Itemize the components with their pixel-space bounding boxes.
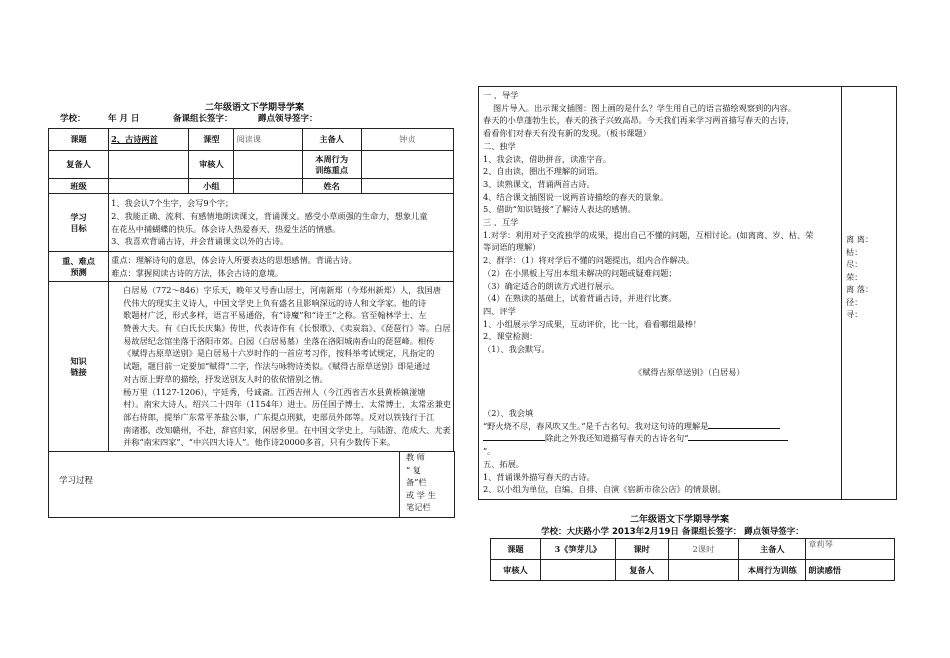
table-row (49, 179, 454, 194)
knowledge-line: 杨万里（1127-1206），字廷秀，号诚斋。江西吉州人（今江西省吉水县黄桥镇湴塘 (123, 386, 426, 397)
knowledge-line: 代伟大的现实主义诗人，中国文学史上负有盛名且影响深远的诗人和文学家。他的诗 (123, 297, 427, 308)
group-value (234, 179, 302, 194)
keypoints-label-line1: 重、难点 (62, 256, 95, 267)
table-row (491, 560, 895, 581)
keypoint-line: 难点：掌握阅读古诗的方法，体会古诗的意境。 (111, 267, 284, 278)
step-line: 春天的小草蓬勃生长，春天的孩子兴致高昂。今天我们再来学习两首描写春天的古诗， (483, 115, 795, 126)
type-value: 阅读课 (234, 129, 302, 151)
teacher-notes-line: 教 师 (406, 452, 425, 462)
step-line: 2、群学：（1）将对学后不懂的问题提出，组内合作解决。 (483, 255, 695, 266)
knowledge-line: 村）。南宋大诗人。绍兴二十四年（1154年）进士。历任国子博士、太常博士、太常丞兼吏 (123, 399, 451, 410)
vocab-note: 离 落： (846, 284, 874, 294)
knowledge-content (109, 282, 454, 452)
knowledge-line: 歌题材广泛，形式多样，语言平易通俗，有“诗魔”和“诗王”之称。官至翰林学士、左 (123, 310, 427, 321)
keypoints-label-line2: 预测 (70, 266, 87, 277)
knowledge-line: 并称“南宋四家”、“中兴四大诗人”。他作诗20000多首，只有少数传下来。 (123, 437, 396, 448)
table-row (49, 194, 454, 252)
auditor-value (234, 151, 302, 179)
table-row (49, 252, 454, 282)
knowledge-label-line1: 知识 (70, 356, 87, 367)
right-header-row: 学校：大庆路小学 2013年2月19日 备课组长签字： 蹲点领导签字： (541, 527, 804, 537)
vocab-note: 枯： (846, 246, 863, 257)
name-value (361, 179, 453, 194)
knowledge-line: 部右侍郎，提举广东常平茶盐公事，广东提点刑狱，吏部员外郎等。反对以铁钱行于江 (123, 411, 435, 422)
step-line: （3）确定适合的朗读方式进行展示。 (483, 280, 620, 291)
knowledge-label (49, 282, 109, 452)
topic-label: 课题 (491, 539, 541, 560)
teacher-notes-line: “ 复 (406, 464, 421, 475)
answer-blank[interactable] (708, 428, 780, 429)
knowledge-line: 《赋得古原草送别》是白居易十六岁时作的一首应考习作，按科举考试规定，凡指定的 (123, 348, 435, 359)
step-line: 1.对学：利用对子交流独学的成果，提出自己不懂的问题，互相讨论。(如离离、岁、枯、荣 (483, 229, 814, 240)
topic-value: 2、古诗两首 (109, 129, 189, 151)
step-line: 1、我会读，借助拼音，读准字音。 (483, 153, 612, 164)
vocab-notes-column (846, 233, 894, 321)
vocab-note: 寻： (846, 309, 863, 319)
name-label: 姓名 (302, 179, 361, 194)
left-lesson-table (48, 128, 454, 452)
goals-label (49, 194, 109, 252)
learning-process-box (48, 451, 455, 518)
weekly-label (302, 151, 361, 179)
class-value (109, 179, 189, 194)
auditor-value (540, 560, 615, 581)
table-row (49, 129, 454, 151)
step-line: 5、借助“知识链接”了解诗人表达的感情。 (483, 204, 636, 215)
right-process-box (478, 86, 897, 500)
weekly-value: 朗读感悟 (806, 560, 895, 581)
goal-line: 2、我能正确、流利、有感情地朗读课文，背诵课文。感受小草顽强的生命力，想象儿童 (111, 210, 428, 221)
goal-line: 1、我会认7个生字，会写9个字； (111, 198, 234, 209)
fill-line-1 (483, 420, 838, 433)
goals-content (109, 194, 454, 252)
step-line: 图片导入。出示课文插图：图上画的是什么？学生用自己的语言描绘观察到的内容。 (493, 102, 796, 113)
review-value (668, 560, 739, 581)
step-line: 2、课堂检测： (483, 331, 538, 342)
prep-value: 钟贞 (361, 129, 453, 151)
period-label: 课时 (615, 539, 668, 560)
right-page-title: 二年级语文下学期导学案 (630, 515, 730, 525)
vocab-note: 荣： (846, 271, 863, 282)
school-label: 学校： (60, 114, 86, 124)
weekly-label-line2: 训练重点 (315, 164, 349, 175)
fill-line-2 (483, 432, 838, 445)
prep-label: 主备人 (739, 539, 806, 560)
table-row (49, 282, 454, 452)
period-value: 2课时 (668, 539, 739, 560)
fill-line-3: ”。 (483, 446, 496, 457)
review-label: 复备人 (49, 151, 109, 179)
auditor-label: 审核人 (189, 151, 234, 179)
keypoints-label (49, 252, 109, 282)
fill-line-2-text: 除此之外我还知道描写春天的古诗名句“ (545, 433, 689, 444)
teacher-notes-line: 或 学 生 (406, 489, 436, 500)
step-line: 看看你们对春天有没有新的发现。（板书课题） (483, 128, 651, 139)
knowledge-line: 易故居纪念馆坐落于洛阳市郊。白园（白居易墓）坐落在洛阳城南香山的琵琶峰。相传 (123, 335, 435, 346)
knowledge-line: 对古原上野草的描绘，抒发送别友人时的依依惜别之情。 (123, 373, 328, 384)
extend-line: 2、以小组为单位，自编、自排、自演《宿新市徐公店》的情景剧。 (483, 484, 726, 495)
teacher-notes-line: 备”栏 (406, 477, 427, 487)
goal-line: 在花丛中捕蝴蝶的快乐。体会诗人热爱春天、热爱生活的情感。 (111, 223, 341, 234)
type-label: 课型 (189, 129, 234, 151)
knowledge-line: 白居易（772～846）字乐天，晚年又号香山居士，河南新郑（今郑州新郑）人，我国唐 (123, 284, 441, 295)
weekly-label: 本周行为训练 (739, 560, 806, 581)
goals-label-line1: 学习 (70, 212, 87, 223)
right-lesson-table (490, 538, 895, 581)
step-line: 3、读熟课文，背诵两首古诗。 (483, 178, 595, 189)
class-label: 班级 (49, 179, 109, 194)
leader-sign-label: 备课组长签字： (173, 114, 233, 124)
fill-line-1-text: “野火烧不尽，春风吹又生。”是千古名句。我对这句诗的理解是 (483, 420, 709, 431)
weekly-label-line1: 本周行为 (315, 154, 349, 165)
side-divider (841, 87, 842, 499)
group-label: 小组 (189, 179, 234, 194)
fill-question-title: （2）、我会填 (483, 408, 534, 418)
left-header-row (60, 112, 455, 126)
knowledge-label-line2: 链接 (70, 366, 87, 377)
answer-blank[interactable] (688, 440, 788, 441)
process-steps (483, 89, 833, 356)
step-line: （2）在小黑板上写出本组未解决的问题或疑难问题； (483, 267, 677, 278)
vocab-note: 尽： (846, 259, 863, 269)
review-value (109, 151, 189, 179)
keypoints-content (109, 252, 454, 282)
step-line: 等词语的理解） (483, 242, 541, 253)
vocab-note: 离 离： (846, 234, 874, 244)
step-line: 4、结合课文插图说一说两首诗描绘的春天的景象。 (483, 191, 669, 202)
fill-blank-section (483, 407, 838, 496)
step-line: 2、自由读，圈出不理解的词语。 (483, 166, 603, 177)
extend-line: 1、背诵课外描写春天的古诗。 (483, 471, 595, 482)
knowledge-line: 南诸郡，改知赣州，不赴，辞官归家，闲居乡里。在中国文学史上，与陆游、范成大、尤袤 (123, 424, 451, 435)
knowledge-line: 赞善大夫。有《白氏长庆集》传世，代表诗作有《长恨歌》、《卖炭翁》、《琵琶行》等。白居 (123, 323, 451, 334)
step-line: （1）、我会默写。 (483, 344, 550, 355)
goal-line: 3、我喜欢背诵古诗，并会背诵课文以外的古诗。 (111, 236, 289, 247)
left-page-title: 二年级语文下学期导学案 (205, 103, 305, 113)
step-line: 二、独学 (483, 140, 516, 151)
prep-label: 主备人 (302, 129, 361, 151)
step-line: （4）在熟读的基础上，试着背诵古诗，并进行比赛。 (483, 293, 677, 304)
step-line: 四、评学 (483, 305, 516, 316)
date-label: 年 月 日 (108, 114, 140, 124)
keypoint-line: 重点：理解诗句的意思，体会诗人所要表达的思想感情。背诵古诗。 (111, 254, 357, 265)
prep-value: 章莉琴 (806, 539, 895, 560)
weekly-value (361, 151, 453, 179)
topic-value: 3《笋芽儿》 (540, 539, 615, 560)
vocab-note: 径： (846, 296, 863, 307)
point-sign-label: 蹲点领导签字： (258, 114, 318, 124)
teacher-notes-line: 笔记栏 (406, 502, 431, 512)
answer-blank[interactable] (483, 440, 545, 441)
table-row (491, 539, 895, 560)
auditor-label: 审核人 (491, 560, 541, 581)
review-label: 复备人 (615, 560, 668, 581)
step-line: 1、小组展示学习成果，互动评价，比一比，看看哪组最棒！ (483, 318, 702, 329)
step-line: 一 、导学 (483, 90, 519, 100)
poem-title: 《赋得古原草送别》（白居易） (634, 367, 745, 377)
step-line: 三 、互学 (483, 217, 519, 228)
learning-process-label: 学习过程 (59, 476, 94, 486)
extend-line: 五、拓展。 (483, 458, 524, 469)
table-row (49, 151, 454, 179)
knowledge-line: 试题，题目前一定要加“赋得”二字，作法与咏物诗类似。《赋得古原草送别》即是通过 (123, 361, 431, 372)
goals-label-line2: 目标 (70, 222, 87, 233)
topic-label: 课题 (49, 129, 109, 151)
teacher-notes-column (399, 451, 454, 517)
